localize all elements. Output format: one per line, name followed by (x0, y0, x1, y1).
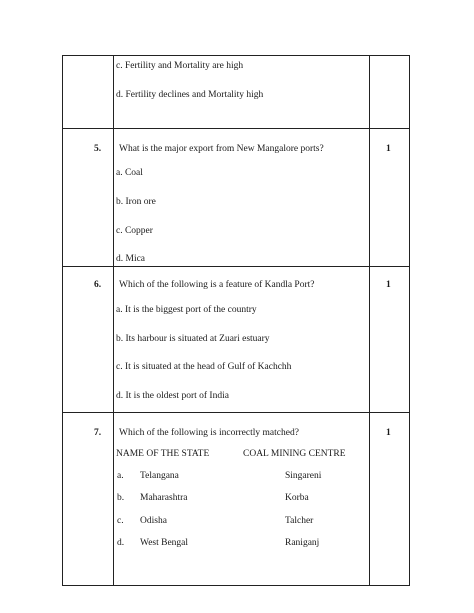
option-a: a. It is the biggest port of the country (116, 305, 257, 315)
question-text: Which of the following is incorrectly matched? (119, 428, 299, 438)
question-text: Which of the following is a feature of Kandla Port? (119, 280, 315, 290)
pair-centre: Singareni (285, 471, 322, 481)
row-divider (62, 128, 410, 129)
question-text: What is the major export from New Mangalore ports? (119, 144, 324, 154)
option-c: c. Copper (116, 226, 153, 236)
row-divider (62, 412, 410, 413)
centre-column-header: COAL MINING CENTRE (243, 449, 346, 459)
option-a: a. Coal (116, 168, 143, 178)
marks: 1 (386, 144, 391, 154)
option-d: d. It is the oldest port of India (116, 391, 229, 401)
pair-state: Odisha (140, 516, 167, 526)
question-number: 6. (94, 280, 102, 290)
marks: 1 (386, 428, 391, 438)
column-divider-right (369, 55, 370, 586)
marks: 1 (386, 280, 391, 290)
question-number: 7. (94, 428, 102, 438)
option-d: d. Mica (116, 254, 146, 264)
pair-letter: c. (117, 516, 124, 526)
option-c: c. It is situated at the head of Gulf of Kachchh (116, 362, 292, 372)
row-divider (62, 266, 410, 267)
option-b: b. Iron ore (116, 197, 156, 207)
state-column-header: NAME OF THE STATE (116, 449, 210, 459)
option-b: b. Its harbour is situated at Zuari estuary (116, 334, 270, 344)
column-divider-left (113, 55, 114, 586)
pair-letter: d. (117, 538, 125, 548)
pair-centre: Korba (285, 493, 309, 503)
option-c: c. Fertility and Mortality are high (116, 61, 244, 71)
pair-state: West Bengal (140, 538, 189, 548)
pair-letter: a. (117, 471, 124, 481)
pair-letter: b. (117, 493, 125, 503)
question-table (62, 55, 410, 586)
pair-centre: Talcher (285, 516, 314, 526)
option-d: d. Fertility declines and Mortality high (116, 90, 264, 100)
pair-state: Maharashtra (140, 493, 188, 503)
pair-centre: Raniganj (285, 538, 320, 548)
question-number: 5. (94, 144, 102, 154)
pair-state: Telangana (140, 471, 179, 481)
